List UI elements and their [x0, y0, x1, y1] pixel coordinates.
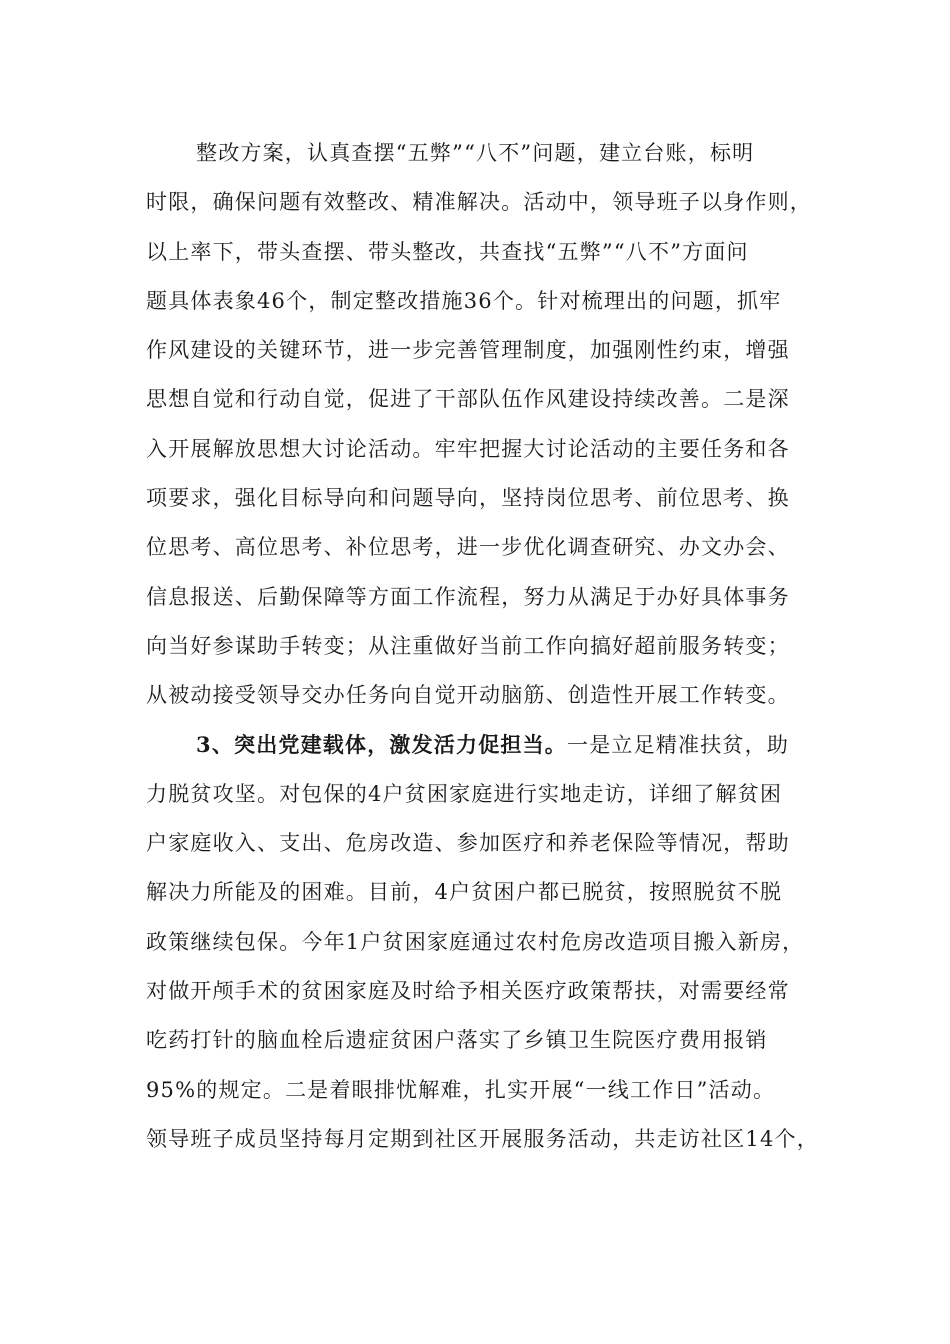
text-line: 题具体表象46个，制定整改措施36个。针对梳理出的问题，抓牢 — [146, 288, 782, 313]
text-line: 信息报送、后勤保障等方面工作流程，努力从满足于办好具体事务 — [146, 584, 790, 609]
text-line: 95%的规定。二是着眼排忧解难，扎实开展“一线工作日”活动。 — [146, 1077, 776, 1102]
text-line: 整改方案，认真查摆“五弊”“八不”问题，建立台账，标明 — [196, 141, 755, 165]
text-line: 政策继续包保。今年1户贫困家庭通过农村危房改造项目搬入新房， — [146, 929, 805, 954]
heading-line-rest: 一是立足精准扶贫，助 — [567, 732, 790, 757]
text-line: 从被动接受领导交办任务向自觉开动脑筋、创造性开展工作转变。 — [146, 683, 790, 708]
text-line: 解决力所能及的困难。目前，4户贫困户都已脱贫，按照脱贫不脱 — [146, 880, 783, 905]
text-line: 向当好参谋助手转变；从注重做好当前工作向搞好超前服务转变； — [146, 633, 790, 658]
text-line: 吃药打针的脑血栓后遗症贫困户落实了乡镇卫生院医疗费用报销 — [146, 1028, 768, 1053]
document-body — [146, 133, 826, 1168]
text-line: 户家庭收入、支出、危房改造、参加医疗和养老保险等情况，帮助 — [146, 831, 790, 856]
text-line: 作风建设的关键环节，进一步完善管理制度，加强刚性约束，增强 — [146, 338, 790, 363]
text-line: 项要求，强化目标导向和问题导向，坚持岗位思考、前位思考、换 — [146, 486, 790, 511]
text-line: 入开展解放思想大讨论活动。牢牢把握大讨论活动的主要任务和各 — [146, 436, 790, 461]
text-line: 时限，确保问题有效整改、精准解决。活动中，领导班子以身作则， — [146, 190, 812, 215]
text-line: 对做开颅手术的贫困家庭及时给予相关医疗政策帮扶，对需要经常 — [146, 979, 790, 1004]
text-line: 力脱贫攻坚。对包保的4户贫困家庭进行实地走访，详细了解贫困 — [146, 781, 783, 806]
text-line: 领导班子成员坚持每月定期到社区开展服务活动，共走访社区14个， — [146, 1126, 819, 1151]
text-line: 以上率下，带头查摆、带头整改，共查找“五弊”“八不”方面问 — [146, 239, 749, 264]
section-heading: 3、突出党建载体，激发活力促担当。 — [196, 731, 568, 757]
text-line: 位思考、高位思考、补位思考，进一步优化调查研究、办文办会、 — [146, 535, 790, 560]
section-heading-line — [146, 725, 826, 774]
text-line: 思想自觉和行动自觉，促进了干部队伍作风建设持续改善。二是深 — [146, 387, 790, 412]
